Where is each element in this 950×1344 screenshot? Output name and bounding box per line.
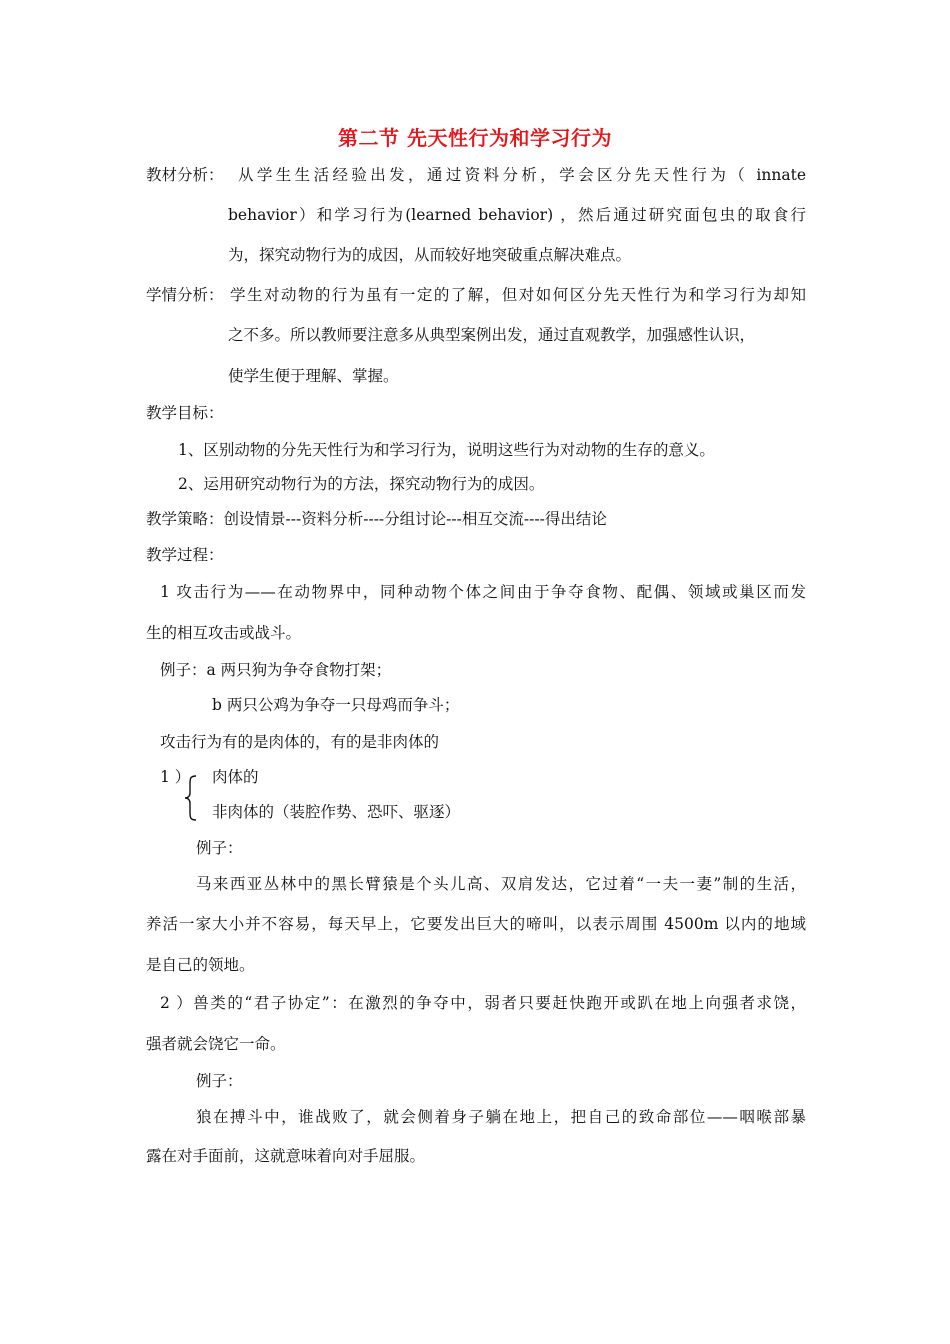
teaching-strategy: 教学策略：创设情景---资料分析----分组讨论---相互交流----得出结论 [146,510,607,528]
objective-item-2: 2、运用研究动物行为的方法，探究动物行为的成因。 [178,475,545,493]
gibbon-line-2: 养活一家大小并不容易，每天早上，它要发出巨大的啼叫，以表示周围 4500m 以内的地域 [146,915,806,933]
gibbon-line-3: 是自己的领地。 [146,956,255,974]
wolf-line-2: 露在对手面前，这就意味着向对手屈服。 [146,1147,426,1165]
example-label-2: 例子： [196,1072,243,1090]
material-analysis-label: 教材分析： [146,166,224,184]
attack-types: 攻击行为有的是肉体的，有的是非肉体的 [160,733,440,751]
point-1-number: 1 ） [160,768,191,786]
point-1-option-physical: 肉体的 [212,768,259,786]
student-analysis-line-1: 学生对动物的行为虽有一定的了解，但对如何区分先天性行为和学习行为却知 [230,286,806,304]
student-analysis-line-3: 使学生便于理解、掌握。 [228,367,399,385]
example-b: b 两只公鸡为争夺一只母鸡而争斗； [212,696,460,714]
wolf-line-1: 狼在搏斗中，谁战败了，就会侧着身子躺在地上，把自己的致命部位——咽喉部暴 [196,1108,806,1126]
point-2-line-2: 强者就会饶它一命。 [146,1035,286,1053]
example-label-1: 例子： [196,839,243,857]
point-2-line-1: 2 ）兽类的“君子协定”：在激烈的争夺中，弱者只要赶快跑开或趴在地上向强者求饶， [160,994,806,1012]
attack-behavior-line-2: 生的相互攻击或战斗。 [146,624,302,642]
attack-behavior-line-1: 1 攻击行为——在动物界中，同种动物个体之间由于争夺食物、配偶、领域或巢区而发 [160,583,806,601]
process-label: 教学过程： [146,546,224,564]
example-a: 例子：a 两只狗为争夺食物打架； [160,661,392,679]
objectives-label: 教学目标： [146,404,224,422]
point-1-option-nonphysical: 非肉体的（装腔作势、恐吓、驱逐） [212,803,461,821]
curly-brace-icon [184,775,198,821]
objective-item-1: 1、区别动物的分先天性行为和学习行为，说明这些行为对动物的生存的意义。 [178,441,715,459]
material-analysis-line-3: 为，探究动物行为的成因，从而较好地突破重点解决难点。 [228,246,632,264]
page-title: 第二节 先天性行为和学习行为 [338,126,612,150]
student-analysis-line-2: 之不多。所以教师要注意多从典型案例出发，通过直观教学，加强感性认识， [228,326,756,344]
material-analysis-line-2: behavior）和学习行为(learned behavior) ，然后通过研究面包虫的取食行 [228,206,806,224]
student-analysis-label: 学情分析： [146,286,224,304]
material-analysis-line-1: 从学生生活经验出发，通过资料分析，学会区分先天性行为（ innate [238,166,806,184]
gibbon-line-1: 马来西亚丛林中的黑长臂猿是个头儿高、双肩发达，它过着“一夫一妻”制的生活， [196,875,806,893]
